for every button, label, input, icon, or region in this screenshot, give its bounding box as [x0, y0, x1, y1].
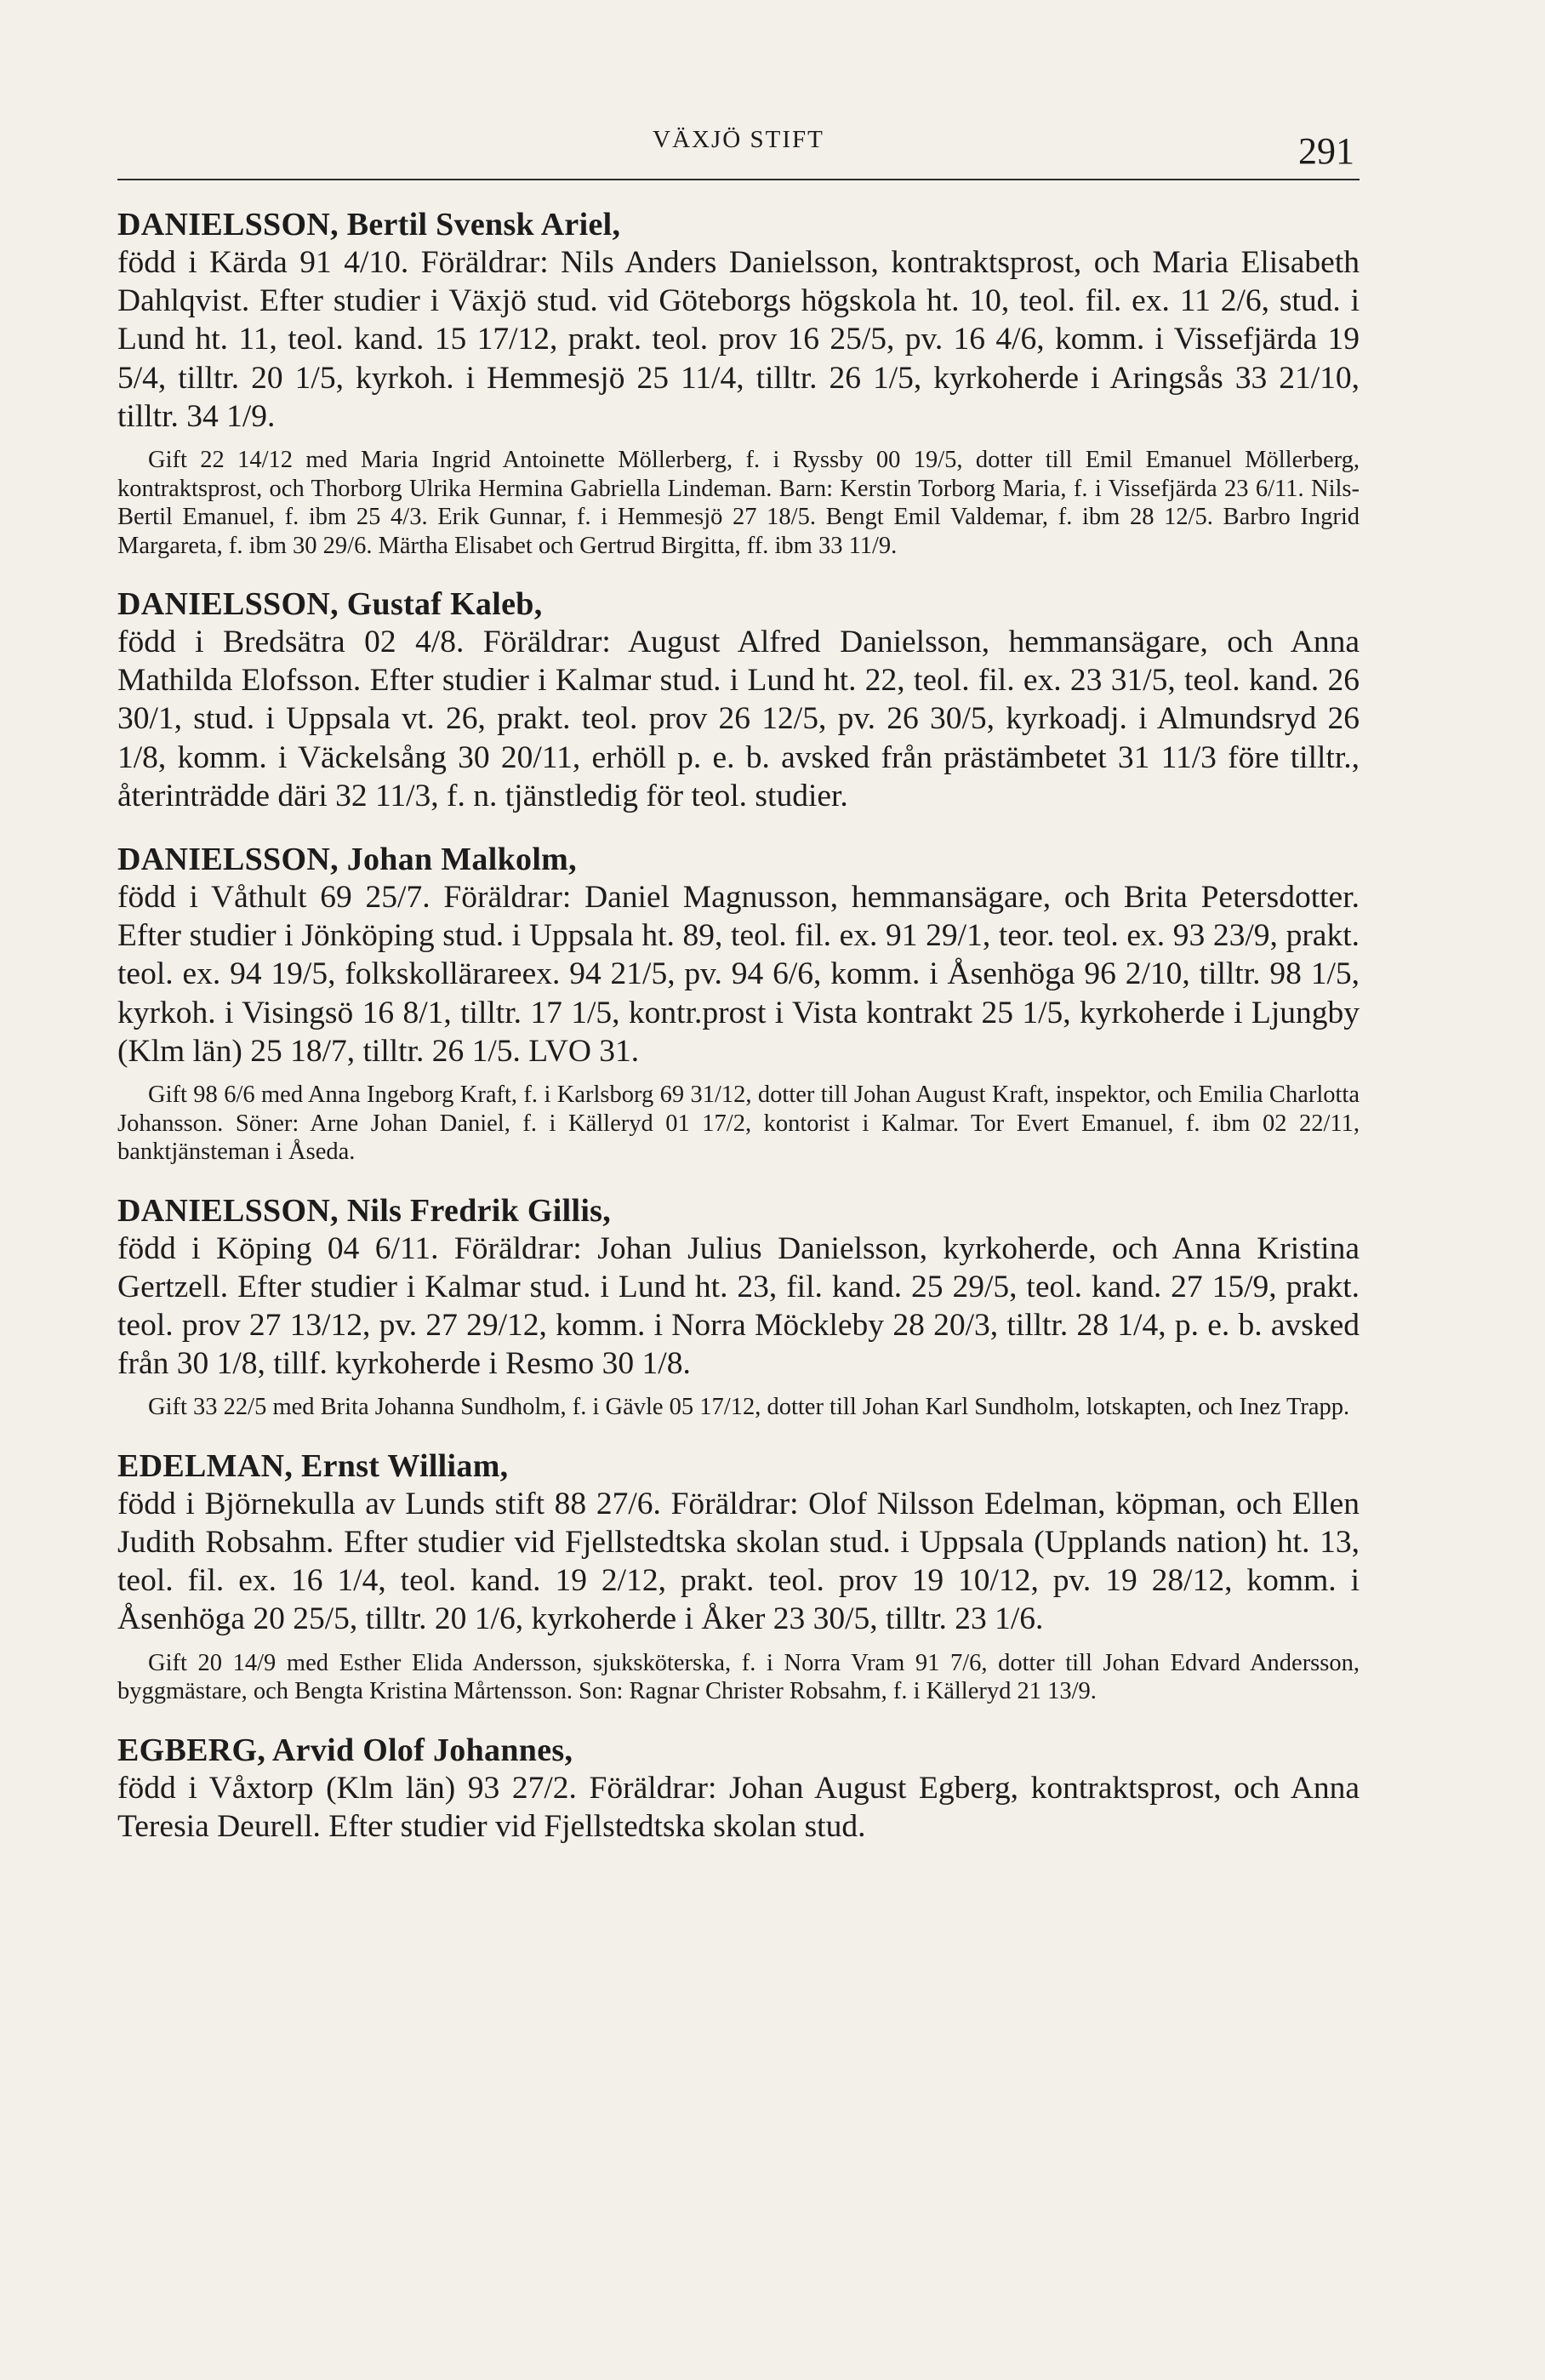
- biography-entry-johan-danielsson: [117, 841, 1360, 1167]
- entry-surname: DANIELSSON,: [117, 586, 339, 623]
- entry-heading: [117, 1192, 1360, 1230]
- entry-biography: född i Köping 04 6/11. Föräldrar: Johan Julius Danielsson, kyrkoherde, och Anna Kristina Gertzell. Efter studier i Kalmar stud. i Lund ht. 23, fil. kand. 25 29/5, teol. kand. 27 15/9, prakt. teol. prov 27 13/12, pv. 27 29/12, komm. i Norra Möckleby 28 20/3, tilltr. 28 1/4, p. e. b. avsked från 30 1/8, tillf. kyrkoherde i Resmo 30 1/8.: [117, 1230, 1360, 1382]
- entry-biography: född i Bredsätra 02 4/8. Föräldrar: August Alfred Danielsson, hemmansägare, och Anna Mathilda Elofsson. Efter studier i Kalmar stud. i Lund ht. 22, teol. fil. ex. 23 31/5, teol. kand. 26 30/1, stud. i Uppsala vt. 26, prakt. teol. prov 26 12/5, pv. 26 30/5, kyrkoadj. i Almundsryd 26 1/8, komm. i Väckelsång 30 20/11, erhöll p. e. b. avsked från prästämbetet 31 11/3 före tilltr., återinträdde däri 32 11/3, f. n. tjänstledig för teol. studier.: [117, 625, 1360, 813]
- entry-given-names: Gustaf Kaleb,: [346, 586, 543, 623]
- entry-biography: född i Våthult 69 25/7. Föräldrar: Daniel Magnusson, hemmansägare, och Brita Petersdotter. Efter studier i Jönköping stud. i Uppsala ht. 89, teol. fil. ex. 91 29/1, teor. teol. ex. 93 23/9, prakt. teol. ex. 94 19/5, folkskollärareex. 94 21/5, pv. 94 6/6, komm. i Åsenhöga 96 2/10, tilltr. 98 1/5, kyrkoh. i Visingsö 16 8/1, tilltr. 17 1/5, kontr.prost i Vista kontrakt 25 1/5, kyrkoherde i Ljungby (Klm län) 25 18/7, tilltr. 26 1/5. LVO 31.: [117, 880, 1360, 1069]
- entry-family: Gift 22 14/12 med Maria Ingrid Antoinette Möllerberg, f. i Ryssby 00 19/5, dotter till Emil Emanuel Möllerberg, kontraktsprost, och Thorborg Ulrika Hermina Gabriella Lindeman. Barn: Kerstin Torborg Maria, f. i Vissefjärda 23 6/11. Nils-Bertil Emanuel, f. ibm 25 4/3. Erik Gunnar, f. i Hemmesjö 27 18/5. Bengt Emil Valdemar, f. ibm 28 12/5. Barbro Ingrid Margareta, f. ibm 30 29/6. Märtha Elisabet och Gertrud Birgitta, ff. ibm 33 11/9.: [117, 447, 1360, 559]
- entry-heading: [117, 841, 1360, 878]
- biography-entry-gustaf-danielsson: [117, 585, 1360, 815]
- entry-heading: [117, 1447, 1360, 1485]
- entry-surname: EGBERG,: [117, 1732, 266, 1768]
- entry-given-names: Nils Fredrik Gillis,: [346, 1192, 612, 1229]
- entry-heading: [117, 206, 1360, 243]
- running-head: [117, 102, 1360, 180]
- biography-entry-nils-danielsson: [117, 1192, 1360, 1422]
- biography-entry-arvid-egberg: [117, 1732, 1360, 1846]
- entry-surname: DANIELSSON,: [117, 1192, 339, 1229]
- entry-heading: [117, 585, 1360, 623]
- biography-entry-bertil-danielsson: [117, 206, 1360, 560]
- entry-biography: född i Våxtorp (Klm län) 93 27/2. Föräldrar: Johan August Egberg, kontraktsprost, och Anna Teresia Deurell. Efter studier vid Fjellstedtska skolan stud.: [117, 1770, 1360, 1844]
- document-page: [117, 102, 1360, 1846]
- running-title: VÄXJÖ STIFT: [653, 126, 824, 153]
- entry-given-names: Ernst William,: [300, 1447, 509, 1484]
- entry-surname: DANIELSSON,: [117, 207, 339, 243]
- entry-biography: född i Kärda 91 4/10. Föräldrar: Nils Anders Danielsson, kontraktsprost, och Maria Elisabeth Dahlqvist. Efter studier i Växjö stud. vid Göteborgs högskola ht. 10, teol. fil. ex. 11 2/6, stud. i Lund ht. 11, teol. kand. 15 17/12, prakt. teol. prov 16 25/5, pv. 16 4/6, komm. i Vissefjärda 19 5/4, tilltr. 20 1/5, kyrkoh. i Hemmesjö 25 11/4, tilltr. 26 1/5, kyrkoherde i Aringsås 33 21/10, tilltr. 34 1/9.: [117, 245, 1360, 434]
- entry-heading: [117, 1732, 1360, 1769]
- entry-family: Gift 33 22/5 med Brita Johanna Sundholm, f. i Gävle 05 17/12, dotter till Johan Karl Sundholm, lotskapten, och Inez Trapp.: [148, 1394, 1350, 1421]
- entry-surname: DANIELSSON,: [117, 842, 339, 878]
- page-number: 291: [1298, 130, 1354, 172]
- entry-given-names: Arvid Olof Johannes,: [271, 1732, 573, 1768]
- entry-given-names: Bertil Svensk Ariel,: [346, 207, 621, 243]
- entry-family: Gift 98 6/6 med Anna Ingeborg Kraft, f. i Karlsborg 69 31/12, dotter till Johan August Kraft, inspektor, och Emilia Charlotta Johansson. Söner: Arne Johan Daniel, f. i Källeryd 01 17/2, kontorist i Kalmar. Tor Evert Emanuel, f. ibm 02 22/11, banktjänsteman i Åseda.: [117, 1082, 1360, 1166]
- entry-family: Gift 20 14/9 med Esther Elida Andersson, sjuksköterska, f. i Norra Vram 91 7/6, dotter till Johan Edvard Andersson, byggmästare, och Bengta Kristina Mårtensson. Son: Ragnar Christer Robsahm, f. i Källeryd 21 13/9.: [117, 1649, 1360, 1705]
- entry-biography: född i Björnekulla av Lunds stift 88 27/6. Föräldrar: Olof Nilsson Edelman, köpman, och Ellen Judith Robsahm. Efter studier vid Fjellstedtska skolan stud. i Uppsala (Upplands nation) ht. 13, teol. fil. ex. 16 1/4, teol. kand. 19 2/12, prakt. teol. prov 19 10/12, pv. 19 28/12, komm. i Åsenhöga 20 25/5, tilltr. 20 1/6, kyrkoherde i Åker 23 30/5, tilltr. 23 1/6.: [117, 1486, 1360, 1637]
- entry-surname: EDELMAN,: [117, 1447, 294, 1484]
- biography-entry-ernst-edelman: [117, 1447, 1360, 1706]
- entry-given-names: Johan Malkolm,: [346, 842, 577, 878]
